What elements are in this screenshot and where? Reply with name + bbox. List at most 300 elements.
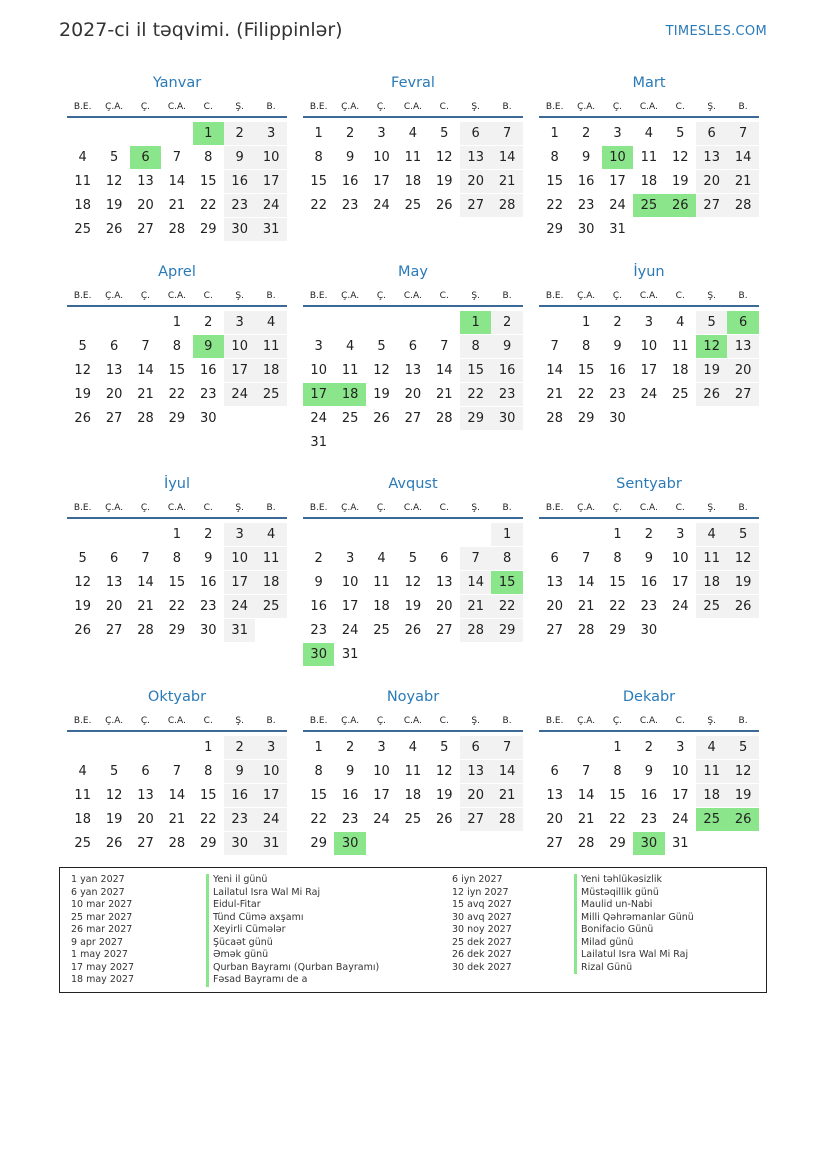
day-cell: 19 — [74, 599, 91, 614]
day-cell: 21 — [491, 784, 522, 807]
holiday-day-cell: 15 — [491, 571, 522, 594]
day-cell: 6 — [550, 551, 559, 566]
day-cell: 11 — [373, 575, 390, 590]
day-cell: 1 — [581, 315, 591, 330]
day-cell: 10 — [224, 547, 255, 570]
legend-holiday-name: Xeyirli Cümələr — [206, 924, 379, 937]
day-cell: 27 — [137, 222, 154, 237]
day-cell: 5 — [440, 126, 449, 141]
page-title: 2027-ci il təqvimi. (Filippinlər) — [59, 19, 343, 41]
day-cell: 12 — [672, 150, 689, 165]
day-cell: 15 — [577, 363, 595, 378]
day-cell: 8 — [613, 764, 622, 779]
day-cell: 13 — [137, 788, 154, 803]
day-cell: 11 — [404, 764, 422, 779]
month-title: Aprel — [158, 264, 196, 280]
legend-holiday-name: Maulid un-Nabi — [574, 899, 694, 912]
legend-date: 1 yan 2027 — [71, 874, 125, 885]
weekday-label: B.E. — [545, 503, 564, 513]
day-cell: 13 — [460, 760, 491, 783]
day-cell: 20 — [460, 170, 491, 193]
day-cell: 15 — [609, 575, 626, 590]
weekday-label: Ş. — [471, 503, 480, 513]
day-cell: 16 — [310, 599, 327, 614]
day-cell: 10 — [640, 339, 658, 354]
day-cell: 31 — [609, 222, 626, 237]
day-cell: 24 — [373, 198, 390, 213]
weekday-label: Ç.A. — [105, 291, 124, 301]
weekday-header — [539, 712, 759, 730]
day-grid — [303, 307, 523, 451]
holiday-day-cell: 6 — [130, 146, 161, 169]
day-cell: 13 — [105, 575, 123, 590]
day-cell: 12 — [727, 760, 758, 783]
day-cell: 27 — [460, 194, 491, 217]
day-cell: 13 — [546, 575, 563, 590]
day-cell: 4 — [676, 315, 685, 330]
holiday-legend — [59, 867, 767, 993]
day-cell: 12 — [373, 363, 390, 378]
day-cell: 2 — [644, 740, 654, 755]
day-cell: 14 — [546, 363, 563, 378]
day-cell: 19 — [436, 788, 453, 803]
day-cell: 8 — [172, 551, 182, 566]
day-cell: 19 — [105, 812, 123, 827]
day-cell: 27 — [404, 411, 422, 426]
day-cell: 7 — [460, 547, 491, 570]
month-mart — [539, 73, 759, 262]
day-cell: 4 — [255, 523, 286, 546]
day-cell: 6 — [696, 122, 727, 145]
day-cell: 9 — [345, 150, 355, 165]
day-cell: 10 — [255, 760, 286, 783]
weekday-label: C. — [439, 291, 449, 301]
day-grid — [303, 118, 523, 262]
weekday-header — [539, 98, 759, 116]
day-cell: 7 — [440, 339, 449, 354]
day-cell: 28 — [168, 222, 186, 237]
day-cell: 13 — [105, 363, 123, 378]
brand-link[interactable]: TIMESLES.COM — [665, 24, 767, 39]
day-cell: 19 — [373, 387, 390, 402]
day-cell: 6 — [141, 764, 150, 779]
day-cell: 19 — [105, 198, 123, 213]
day-cell: 18 — [672, 363, 689, 378]
day-cell: 8 — [491, 547, 522, 570]
weekday-label: Ç. — [612, 716, 623, 726]
day-cell: 27 — [546, 623, 563, 638]
weekday-label: Ç.A. — [105, 102, 124, 112]
weekday-label: C.A. — [639, 291, 658, 301]
day-cell: 7 — [141, 551, 150, 566]
month-yanvar — [67, 73, 287, 262]
day-cell: 30 — [640, 623, 658, 638]
weekday-label: B.E. — [309, 102, 328, 112]
weekday-label: B.E. — [309, 503, 328, 513]
day-cell: 4 — [696, 523, 727, 546]
day-cell: 27 — [105, 623, 123, 638]
legend-holiday-name: Əmək günü — [206, 949, 379, 962]
month-may — [303, 262, 523, 451]
day-cell: 20 — [460, 784, 491, 807]
month-i̇yun — [539, 262, 759, 451]
day-cell: 4 — [408, 740, 418, 755]
weekday-label: Ç.A. — [577, 291, 596, 301]
weekday-label: C.A. — [403, 102, 422, 112]
day-cell: 8 — [314, 150, 323, 165]
day-cell: 22 — [200, 198, 217, 213]
month-title: İyun — [633, 264, 665, 280]
day-cell: 27 — [105, 411, 123, 426]
day-cell: 5 — [408, 551, 418, 566]
day-cell: 17 — [224, 359, 255, 382]
weekday-header — [303, 287, 523, 305]
day-cell: 11 — [696, 760, 727, 783]
weekday-label: B. — [266, 503, 276, 513]
day-cell: 22 — [310, 198, 327, 213]
day-cell: 3 — [377, 740, 386, 755]
day-cell: 23 — [341, 198, 359, 213]
day-cell: 12 — [105, 174, 123, 189]
day-cell: 3 — [377, 126, 386, 141]
day-cell: 27 — [696, 194, 727, 217]
weekday-label: B. — [502, 102, 512, 112]
day-cell: 15 — [310, 174, 327, 189]
weekday-label: B. — [266, 716, 276, 726]
day-cell: 18 — [404, 788, 422, 803]
day-cell: 10 — [373, 764, 390, 779]
day-cell: 21 — [137, 387, 154, 402]
day-cell: 28 — [137, 411, 154, 426]
day-cell: 20 — [404, 387, 422, 402]
day-cell: 24 — [373, 812, 390, 827]
day-cell: 17 — [609, 174, 626, 189]
day-cell: 21 — [577, 599, 595, 614]
day-cell: 18 — [255, 359, 286, 382]
month-aprel — [67, 262, 287, 451]
day-cell: 26 — [74, 623, 91, 638]
legend-holiday-name: Bonifacio Günü — [574, 924, 694, 937]
weekday-label: B. — [266, 291, 276, 301]
holiday-day-cell: 10 — [602, 146, 633, 169]
day-cell: 23 — [640, 599, 658, 614]
weekday-label: C. — [439, 716, 449, 726]
weekday-label: C. — [439, 503, 449, 513]
day-cell: 17 — [224, 571, 255, 594]
day-cell: 28 — [460, 619, 491, 642]
day-cell: 13 — [546, 788, 563, 803]
day-cell: 31 — [224, 619, 255, 642]
legend-date: 1 may 2027 — [71, 949, 128, 960]
month-fevral — [303, 73, 523, 262]
legend-dates — [71, 874, 134, 987]
day-cell: 25 — [341, 411, 359, 426]
legend-date: 17 may 2027 — [71, 961, 135, 973]
weekday-label: Ç.A. — [341, 102, 360, 112]
weekday-header — [67, 499, 287, 517]
day-cell: 8 — [204, 764, 213, 779]
day-cell: 3 — [676, 527, 685, 542]
month-title: Fevral — [391, 75, 435, 91]
day-cell: 10 — [672, 764, 689, 779]
day-cell: 16 — [224, 784, 255, 807]
weekday-label: Ş. — [707, 291, 716, 301]
day-cell: 23 — [224, 194, 255, 217]
day-cell: 22 — [200, 812, 217, 827]
day-grid — [303, 732, 523, 876]
day-cell: 25 — [696, 595, 727, 618]
day-cell: 15 — [200, 174, 217, 189]
day-cell: 5 — [676, 126, 685, 141]
day-cell: 3 — [224, 311, 255, 334]
day-cell: 31 — [255, 218, 286, 241]
weekday-label: Ç. — [376, 716, 387, 726]
day-cell: 30 — [224, 832, 255, 855]
day-cell: 5 — [440, 740, 449, 755]
day-cell: 21 — [577, 812, 595, 827]
day-cell: 2 — [613, 315, 622, 330]
weekday-label: B.E. — [545, 716, 564, 726]
day-cell: 28 — [491, 194, 522, 217]
day-cell: 7 — [581, 764, 591, 779]
day-cell: 24 — [341, 623, 359, 638]
weekday-label: Ş. — [471, 291, 480, 301]
weekday-label: Ç. — [612, 291, 623, 301]
legend-date: 9 apr 2027 — [71, 936, 124, 948]
legend-holiday-name: Fəsad Bayramı de a — [206, 974, 379, 987]
day-cell: 6 — [550, 764, 559, 779]
weekday-label: Ş. — [235, 716, 244, 726]
day-cell: 5 — [78, 551, 87, 566]
weekday-label: C.A. — [403, 291, 422, 301]
day-cell: 5 — [696, 311, 727, 334]
day-cell: 7 — [550, 339, 559, 354]
day-cell: 9 — [224, 146, 255, 169]
holiday-day-cell: 12 — [696, 335, 727, 358]
day-cell: 20 — [137, 812, 154, 827]
weekday-label: Ç. — [376, 102, 387, 112]
day-cell: 6 — [460, 122, 491, 145]
day-grid — [539, 519, 759, 663]
day-cell: 14 — [491, 760, 522, 783]
day-cell: 5 — [377, 339, 386, 354]
day-cell: 24 — [672, 599, 689, 614]
day-cell: 6 — [109, 551, 119, 566]
day-cell: 23 — [200, 599, 217, 614]
day-cell: 19 — [696, 359, 727, 382]
day-cell: 12 — [436, 764, 453, 779]
day-cell: 11 — [255, 335, 286, 358]
day-cell: 23 — [491, 383, 522, 406]
day-cell: 21 — [168, 198, 186, 213]
day-cell: 8 — [613, 551, 622, 566]
day-cell: 24 — [640, 387, 658, 402]
day-cell: 14 — [577, 788, 595, 803]
day-cell: 4 — [255, 311, 286, 334]
weekday-label: B. — [738, 503, 748, 513]
holiday-day-cell: 26 — [665, 194, 696, 217]
day-cell: 7 — [172, 764, 182, 779]
weekday-header — [539, 499, 759, 517]
weekday-label: C.A. — [403, 716, 422, 726]
day-cell: 28 — [577, 836, 595, 851]
day-cell: 16 — [491, 359, 522, 382]
day-cell: 29 — [200, 836, 217, 851]
day-cell: 28 — [436, 411, 453, 426]
day-grid — [539, 732, 759, 876]
holiday-day-cell: 30 — [334, 832, 365, 855]
legend-date: 26 mar 2027 — [71, 924, 133, 935]
month-sentyabr — [539, 474, 759, 663]
weekday-label: C. — [675, 102, 685, 112]
day-cell: 15 — [200, 788, 217, 803]
legend-date: 25 dek 2027 — [452, 936, 512, 948]
weekday-header — [67, 98, 287, 116]
day-cell: 20 — [137, 198, 154, 213]
month-title: Dekabr — [622, 689, 676, 705]
day-cell: 21 — [491, 170, 522, 193]
month-title: Mart — [632, 75, 666, 91]
legend-date: 6 yan 2027 — [71, 886, 125, 898]
day-cell: 2 — [345, 126, 355, 141]
weekday-label: Ç.A. — [105, 503, 124, 513]
day-cell: 11 — [74, 174, 91, 189]
day-cell: 25 — [255, 595, 286, 618]
day-cell: 25 — [74, 836, 91, 851]
weekday-label: Ş. — [235, 503, 244, 513]
day-cell: 17 — [255, 170, 286, 193]
day-cell: 16 — [200, 575, 217, 590]
legend-holiday-name: Milad günü — [574, 937, 694, 950]
day-cell: 4 — [78, 764, 87, 779]
weekday-label: Ç. — [140, 716, 151, 726]
day-cell: 4 — [377, 551, 386, 566]
day-cell: 23 — [224, 808, 255, 831]
day-cell: 11 — [255, 547, 286, 570]
month-title: Yanvar — [152, 75, 202, 91]
holiday-day-cell: 18 — [334, 383, 365, 406]
day-cell: 3 — [644, 315, 654, 330]
day-cell: 20 — [546, 599, 563, 614]
day-cell: 3 — [224, 523, 255, 546]
day-cell: 13 — [404, 363, 422, 378]
weekday-label: Ş. — [471, 716, 480, 726]
day-cell: 22 — [609, 812, 626, 827]
month-title: İyul — [163, 476, 191, 492]
day-cell: 7 — [581, 551, 591, 566]
day-cell: 29 — [609, 623, 626, 638]
day-cell: 28 — [168, 836, 186, 851]
day-cell: 21 — [727, 170, 758, 193]
weekday-label: C. — [203, 716, 213, 726]
day-cell: 9 — [644, 551, 654, 566]
day-cell: 16 — [341, 788, 359, 803]
day-cell: 18 — [74, 198, 91, 213]
day-cell: 26 — [436, 812, 453, 827]
day-cell: 7 — [491, 736, 522, 759]
weekday-label: Ş. — [235, 102, 244, 112]
day-cell: 7 — [172, 150, 182, 165]
day-cell: 8 — [204, 150, 213, 165]
day-cell: 9 — [581, 150, 591, 165]
day-cell: 3 — [676, 740, 685, 755]
day-cell: 7 — [491, 122, 522, 145]
day-cell: 10 — [255, 146, 286, 169]
day-cell: 23 — [640, 812, 658, 827]
day-cell: 20 — [436, 599, 453, 614]
day-cell: 2 — [204, 527, 213, 542]
day-cell: 23 — [310, 623, 327, 638]
legend-dates — [452, 874, 512, 974]
day-cell: 9 — [613, 339, 622, 354]
day-cell: 2 — [491, 311, 522, 334]
day-cell: 22 — [460, 383, 491, 406]
month-title: Avqust — [388, 476, 438, 492]
day-cell: 1 — [172, 315, 182, 330]
day-cell: 1 — [204, 740, 213, 755]
legend-date: 25 mar 2027 — [71, 911, 133, 923]
month-i̇yul — [67, 474, 287, 663]
day-cell: 9 — [204, 551, 213, 566]
day-cell: 15 — [609, 788, 626, 803]
legend-date: 30 noy 2027 — [452, 924, 512, 935]
day-cell: 15 — [168, 363, 186, 378]
day-cell: 17 — [672, 788, 689, 803]
day-cell: 29 — [200, 222, 217, 237]
weekday-label: Ç.A. — [577, 716, 596, 726]
weekday-label: B.E. — [309, 291, 328, 301]
weekday-label: Ç. — [612, 102, 623, 112]
weekday-label: B. — [738, 716, 748, 726]
legend-holiday-name: Yeni təhlükəsizlik — [574, 874, 694, 887]
day-cell: 14 — [137, 575, 154, 590]
day-cell: 17 — [341, 599, 359, 614]
day-cell: 5 — [727, 523, 758, 546]
day-cell: 26 — [727, 595, 758, 618]
day-cell: 10 — [224, 335, 255, 358]
day-cell: 25 — [404, 198, 422, 213]
holiday-day-cell: 1 — [460, 311, 491, 334]
weekday-label: Ç.A. — [341, 503, 360, 513]
month-title: Noyabr — [386, 689, 440, 705]
legend-holiday-name: Milli Qəhrəmanlar Günü — [574, 912, 694, 925]
day-cell: 3 — [255, 122, 286, 145]
legend-names — [574, 874, 694, 974]
legend-holiday-name: Qurban Bayramı (Qurban Bayramı) — [206, 962, 379, 975]
day-grid — [67, 118, 287, 262]
day-cell: 6 — [408, 339, 418, 354]
day-cell: 3 — [314, 339, 323, 354]
day-cell: 4 — [696, 736, 727, 759]
weekday-label: C.A. — [639, 503, 658, 513]
day-cell: 11 — [74, 788, 91, 803]
day-cell: 26 — [404, 623, 422, 638]
weekday-label: B.E. — [545, 102, 564, 112]
weekday-label: B.E. — [73, 716, 92, 726]
day-cell: 30 — [224, 218, 255, 241]
day-cell: 29 — [491, 619, 522, 642]
day-cell: 12 — [404, 575, 422, 590]
day-cell: 11 — [404, 150, 422, 165]
day-cell: 2 — [314, 551, 323, 566]
day-cell: 30 — [200, 411, 217, 426]
day-cell: 16 — [640, 575, 658, 590]
weekday-label: B. — [266, 102, 276, 112]
day-cell: 14 — [727, 146, 758, 169]
day-grid — [67, 732, 287, 876]
day-cell: 20 — [105, 599, 123, 614]
day-cell: 30 — [577, 222, 595, 237]
